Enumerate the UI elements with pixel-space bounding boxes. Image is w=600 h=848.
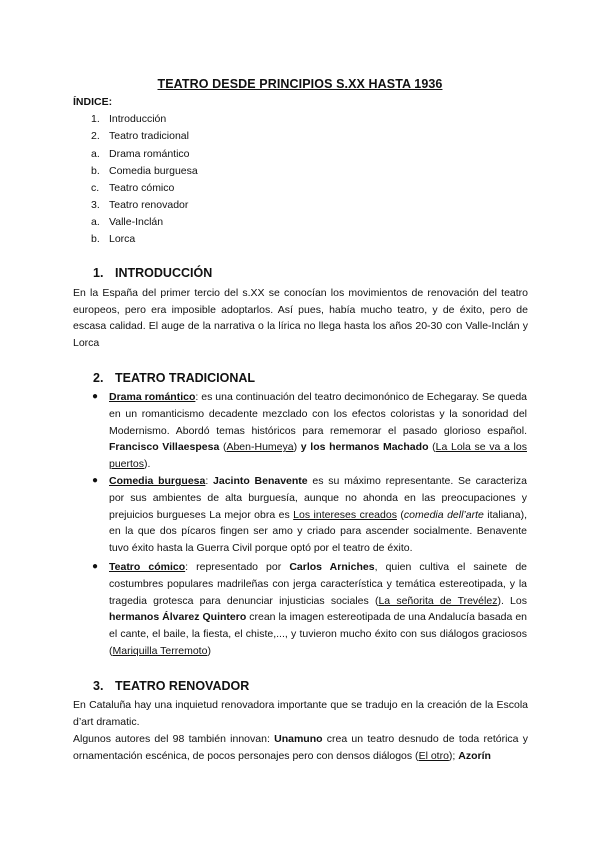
intro-paragraph: En la España del primer tercio del s.XX se conocían los movimientos de renovación del teatro europeos, pero era imposible adoptarlos. Así pues, había mucho teatro, y de éxito, pero de escasa calidad. El auge de la narrativa o la lírica no llega hasta los años 20-30 con Valle-Inclán y Lorca [73,287,528,349]
section-heading-renovador: 3. TEATRO RENOVADOR [93,679,250,693]
section-heading-intro: 1. INTRODUCCIÓN [93,266,213,280]
bullet-icon: ● [92,475,99,486]
document-page: TEATRO DESDE PRINCIPIOS S.XX HASTA 1936 ÍNDICE: 1. Introducción 2. Teatro tradicional a. Drama romántico b. Comedia burguesa c. Teatro cómico 3. Teatro renovador a. Valle-Inclán b. Lorca 1. INTRODUCCIÓN En la España del primer tercio del s.XX se conocían los movimientos de renovación del teatro europeos, pero era imposible adoptarlos. Así pues, había mucho teatro, y de éxito, pero de escasa calidad. El auge de la narrativa o la lírica no llega hasta los años 20-30 con Valle-Inclán y Lorca 2. TEATRO TRADICIONAL ● Drama romántico: es una continuación del teatro decimonónico de Echegaray. Se queda en un romanticismo decadente mezclado con los efectos coloristas y la sonoridad del Modernismo. Abordó temas históricos para rememorar el pasado glorioso español. Francisco Villaespesa (Aben-Humeya) y los hermanos Machado (La Lola se va a los puertos). ● Comedia burguesa: Jacinto Benavente es su máximo representante. Se caracteriza por sus ambientes de alta burguesía, aunque no ahonda en las preocupaciones y prejuicios burgueses La mejor obra es Los intereses creados (comedia dell’arte italiana), en la que dos pícaros fingen ser amo y criado para ascender socialmente. Benavente tuvo éxito hasta la Guerra Civil porque optó por el teatro de éxito. ● Teatro cómico: representado por Carlos Arniches, quien cultiva el sainete de costumbres populares madrileñas con jerga característica y temática estereotipada, y la tragedia grotesca para denunciar injusticias sociales (La señorita de Trevélez). Los hermanos Álvarez Quintero crean la imagen estereotipada de una Andalucía basada en el cante, el baile, la fiesta, el chiste,..., y tuvieron mucho éxito con sus diálogos graciosos (Mariquilla Terremoto) 3. TEATRO RENOVADOR En Cataluña hay una inquietud renovadora importante que se tradujo en la creación de la Escola d’art dramatic. Algunos autores del 98 también innovan: Unamuno crea un teatro desnudo de toda retórica y ornamentación escénica, de pocos personajes pero con densos diálogos (El otro); Azorín [0,0,600,848]
teatro-comico-item: Teatro cómico: representado por Carlos Arniches, quien cultiva el sainete de costumbres populares madrileñas con jerga característica y temática estereotipada, y la tragedia grotesca para denunciar injusticias sociales (La señorita de Trevélez). Los hermanos Álvarez Quintero crean la imagen estereotipada de una Andalucía basada en el cante, el baile, la fiesta, el chiste,..., y tuvieron mucho éxito con sus diálogos graciosos (Mariquilla Terremoto) [109,561,528,657]
document-title: TEATRO DESDE PRINCIPIOS S.XX HASTA 1936 [157,77,443,91]
drama-romantico-item: Drama romántico: es una continuación del teatro decimonónico de Echegaray. Se queda en un romanticismo decadente mezclado con los efectos coloristas y la sonoridad del Modernismo. Abordó temas históricos para rememorar el pasado glorioso español. Francisco Villaespesa (Aben-Humeya) y los hermanos Machado (La Lola se va a los puertos). [109,391,527,471]
bullet-icon: ● [92,391,99,402]
renovador-paragraph-2: Algunos autores del 98 también innovan: Unamuno crea un teatro desnudo de toda retórica y ornamentación escénica, de pocos personajes pero con densos diálogos (El otro); Azorín [73,733,528,762]
comedia-burguesa-item: Comedia burguesa: Jacinto Benavente es su máximo representante. Se caracteriza por sus ambientes de alta burguesía, aunque no ahonda en las preocupaciones y prejuicios burgueses La mejor obra es Los intereses creados (comedia dell’arte italiana), en la que dos pícaros fingen ser amo y criado para ascender socialmente. Benavente tuvo éxito hasta la Guerra Civil porque optó por el teatro de éxito. [109,475,527,555]
bullet-icon: ● [92,561,99,572]
index-label: ÍNDICE: [73,96,113,108]
renovador-paragraph-1: En Cataluña hay una inquietud renovadora importante que se tradujo en la creación de la Escola d’art dramatic. [73,699,528,728]
section-heading-tradicional: 2. TEATRO TRADICIONAL [93,371,256,385]
